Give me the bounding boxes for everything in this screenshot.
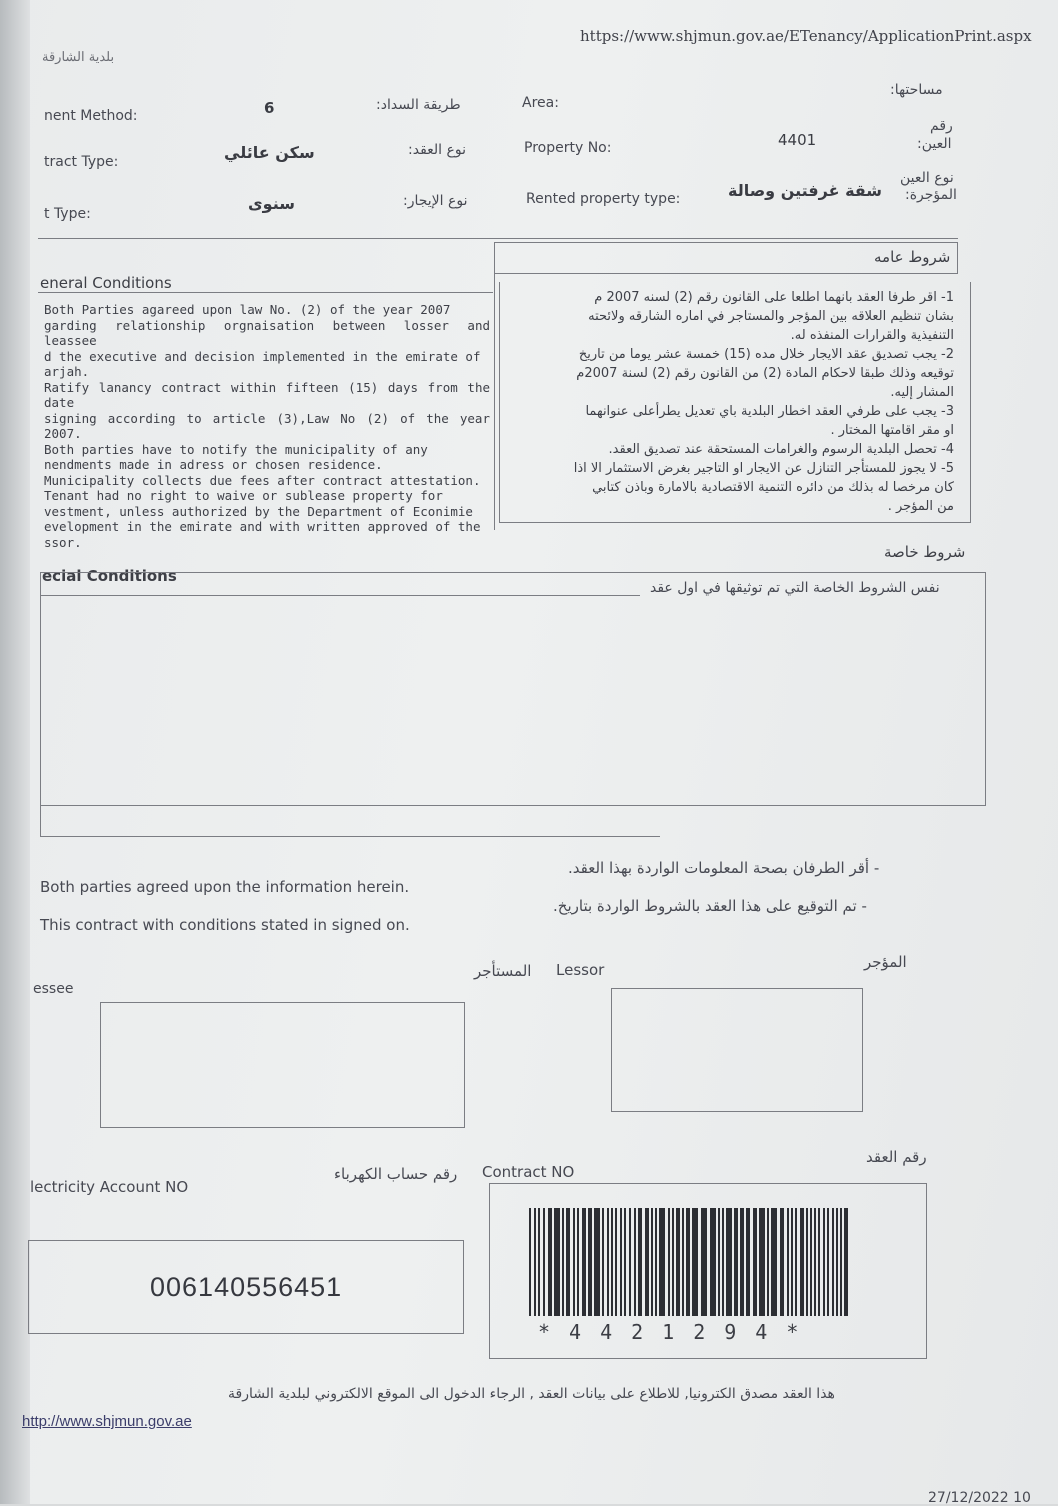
barcode-bar: [588, 1208, 592, 1316]
lessee-label-ar: المستأجر: [474, 962, 532, 980]
agreement-line-2-ar: - تم التوقيع على هذا العقد بالشروط الواردة بتاريخ.: [553, 897, 867, 915]
barcode-bar: [759, 1208, 765, 1316]
barcode-bar: [554, 1208, 560, 1316]
agreement-line-1: Both parties agreed upon the information herein.: [40, 878, 410, 896]
barcode-bar: [573, 1208, 575, 1316]
general-conditions-ar: [502, 288, 954, 516]
footer-note: هذا العقد مصدق الكترونيا, للاطلاع على بيانات العقد , الرجاء الدخول الى الموقع الالكتروني لبلدية الشارقة: [228, 1386, 835, 1402]
electricity-label-ar: رقم حساب الكهرباء: [334, 1165, 458, 1183]
area-label: Area:: [522, 95, 559, 111]
barcode-bar: [718, 1208, 720, 1316]
barcode-bar: [771, 1208, 777, 1316]
condition-line: Both Parties agareed upon law No. (2) of the year 2007: [44, 302, 451, 317]
property-no-label-ar-1: رقم: [930, 118, 953, 134]
condition-line: 1- اقر طرفا العقد بانهما اطلعا على القانون رقم (2) لسنه 2007 م: [594, 290, 954, 305]
contract-no-label: Contract NO: [482, 1163, 575, 1181]
lessee-label: essee: [33, 981, 74, 997]
barcode-bar: [582, 1208, 586, 1316]
print-url: https://www.shjmun.gov.ae/ETenancy/ApplicationPrint.aspx: [580, 27, 1032, 45]
barcode-bar: [787, 1208, 789, 1316]
barcode-bar: [655, 1208, 657, 1316]
barcode-bar: [577, 1208, 579, 1316]
general-conditions-title-ar: شروط عامه: [874, 248, 951, 266]
barcode-bar: [722, 1208, 724, 1316]
barcode-bar: [780, 1208, 784, 1316]
barcode-bar: [800, 1208, 804, 1316]
property-no-label: Property No:: [524, 140, 612, 156]
lessee-signature-box: [100, 1002, 465, 1128]
agreement-line-1-ar: - أقر الطرفان بصحة المعلومات الواردة بهذا العقد.: [568, 859, 880, 877]
condition-line: d the executive and decision implemented in the emirate of: [44, 348, 481, 364]
barcode-bar: [844, 1208, 848, 1316]
barcode-bar: [629, 1208, 631, 1316]
condition-line: garding relationship orgnaisation between losser and leassee: [44, 317, 490, 348]
barcode-bar: [615, 1208, 617, 1316]
agreement-line-2: This contract with conditions stated in signed on.: [40, 916, 410, 934]
barcode-bar: [726, 1208, 732, 1316]
payment-method-value: 6: [264, 99, 275, 117]
barcode-bar: [701, 1208, 707, 1316]
print-timestamp: 27/12/2022 10: [928, 1490, 1031, 1506]
property-no-value: 4401: [778, 131, 817, 149]
footer-link[interactable]: http://www.shjmun.gov.ae: [22, 1413, 192, 1430]
lessor-label: Lessor: [556, 961, 605, 979]
divider: [40, 836, 660, 838]
electricity-account-value: 006140556451: [150, 1272, 343, 1302]
condition-line: signing according to article (3),Law No (2) of the year 2007.: [44, 410, 490, 441]
barcode-bar: [534, 1208, 536, 1316]
barcode-bar: [634, 1208, 636, 1316]
barcode-bar: [543, 1208, 545, 1316]
rented-type-label-ar-1: نوع العين: [900, 170, 954, 186]
general-conditions-en: [44, 302, 490, 550]
condition-line: كان مرخصا له بذلك من دائره التنمية الاقتصادية بالامارة وباذن كتابي: [592, 480, 954, 495]
condition-line: Municipality collects due fees after contract attestation.: [44, 472, 481, 488]
barcode-bar: [836, 1208, 838, 1316]
payment-method-label-ar: طريقة السداد:: [376, 97, 461, 113]
barcode-bar: [827, 1208, 829, 1316]
barcode-bar: [753, 1208, 757, 1316]
barcode-text: *4421294*: [538, 1320, 818, 1344]
barcode-bar: [538, 1208, 540, 1316]
contract-barcode: [525, 1208, 855, 1328]
rent-type-value: سنوى: [248, 194, 295, 213]
barcode-bar: [818, 1208, 820, 1316]
barcode-bar: [686, 1208, 690, 1316]
condition-line: ssor.: [44, 534, 82, 550]
condition-line: 3- يجب على طرفي العقد اخطار البلدية باي تعديل يطرأعلى عنوانهما: [585, 404, 954, 419]
barcode-bar: [672, 1208, 674, 1316]
rent-type-label-ar: نوع الإيجار:: [403, 193, 468, 209]
condition-line: vestment, unless authorized by the Department of Econimie: [44, 503, 473, 519]
condition-line: Ratify lanancy contract within fifteen (15) days from the date: [44, 379, 490, 410]
condition-line: 5- لا يجوز للمستأجر التنازل عن الايجار او التاجير بغرض الاستثمار الا اذا: [573, 461, 954, 476]
barcode-bar: [676, 1208, 680, 1316]
condition-line: Tenant had no right to waive or sublease property for: [44, 488, 443, 503]
rented-type-label: Rented property type:: [526, 191, 681, 207]
divider: [40, 595, 640, 597]
barcode-bar: [651, 1208, 653, 1316]
condition-line: او مقر اقامتها المختار .: [830, 423, 954, 438]
barcode-bar: [692, 1208, 698, 1316]
special-conditions-title-ar: شروط خاصة: [884, 543, 966, 561]
barcode-bar: [791, 1208, 793, 1316]
payment-method-label: nent Method:: [44, 108, 138, 124]
barcode-bar: [814, 1208, 816, 1316]
divider: [494, 272, 496, 530]
barcode-bar: [682, 1208, 684, 1316]
page-edge-shadow: [0, 0, 30, 1504]
barcode-bar: [767, 1208, 769, 1316]
rented-type-value: شقة غرفتين وصالة: [728, 181, 883, 200]
barcode-bar: [668, 1208, 670, 1316]
lessor-label-ar: المؤجر: [864, 953, 907, 971]
barcode-bar: [746, 1208, 750, 1316]
condition-line: 2- يجب تصديق عقد الايجار خلال مده (15) خمسة عشر يوما من تاريخ: [578, 347, 954, 362]
contract-type-label: tract Type:: [44, 154, 119, 170]
rent-type-label: t Type:: [44, 206, 91, 222]
condition-line: من المؤجر .: [887, 499, 954, 514]
special-conditions-text: نفس الشروط الخاصة التي تم توثيقها في اول عقد: [650, 580, 940, 596]
barcode-bar: [607, 1208, 609, 1316]
barcode-bar: [602, 1208, 604, 1316]
barcode-bar: [611, 1208, 613, 1316]
barcode-bar: [562, 1208, 564, 1316]
contract-no-label-ar: رقم العقد: [866, 1148, 927, 1166]
municipality-logo-text: بلدية الشارقة: [42, 50, 115, 65]
barcode-bar: [832, 1208, 834, 1316]
barcode-bar: [620, 1208, 622, 1316]
barcode-bar: [594, 1208, 600, 1316]
barcode-bar: [645, 1208, 649, 1316]
barcode-bar: [810, 1208, 812, 1316]
condition-line: المشار إليه.: [890, 385, 954, 400]
condition-line: nendments made in adress or chosen residence.: [44, 457, 383, 472]
barcode-bar: [740, 1208, 744, 1316]
barcode-bar: [710, 1208, 716, 1316]
special-conditions-box: [40, 572, 986, 806]
contract-type-value: سكن عائلي: [224, 143, 315, 162]
general-conditions-title: eneral Conditions: [40, 274, 172, 292]
rented-type-label-ar-2: المؤجرة:: [905, 187, 957, 203]
contract-type-label-ar: نوع العقد:: [408, 142, 466, 158]
condition-line: Both parties have to notify the municipality of any: [44, 441, 428, 457]
condition-line: توقيعه وذلك طبقا لاحكام المادة (2) من القانون رقم (2) لسنة 2007م: [576, 366, 954, 381]
lessor-signature-box: [611, 988, 863, 1112]
condition-line: evelopment in the emirate and with written approved of the: [44, 519, 481, 534]
barcode-bar: [566, 1208, 570, 1316]
condition-line: arjah.: [44, 364, 90, 379]
divider: [40, 804, 42, 836]
condition-line: التنفيذية والقرارات المنفذه له.: [790, 328, 954, 343]
barcode-bar: [840, 1208, 842, 1316]
property-no-label-ar-2: العين:: [917, 136, 952, 152]
barcode-bar: [823, 1208, 825, 1316]
barcode-bar: [806, 1208, 808, 1316]
barcode-bar: [548, 1208, 552, 1316]
area-label-ar: مساحتها:: [890, 82, 943, 98]
condition-line: 4- تحصل البلدية الرسوم والغرامات المستحقة عند تصديق العقد.: [608, 442, 954, 457]
barcode-bar: [638, 1208, 642, 1316]
barcode-bar: [529, 1208, 531, 1316]
electricity-label: lectricity Account NO: [30, 1178, 189, 1196]
barcode-bar: [734, 1208, 738, 1316]
condition-line: بشان تنظيم العلاقه بين المؤجر والمستاجر في اماره الشارقه ولائحته: [588, 309, 954, 324]
barcode-bar: [659, 1208, 665, 1316]
barcode-bar: [624, 1208, 626, 1316]
special-conditions-title: ecial Conditions: [42, 567, 177, 585]
divider: [38, 238, 958, 240]
divider: [38, 292, 493, 294]
barcode-bar: [795, 1208, 797, 1316]
